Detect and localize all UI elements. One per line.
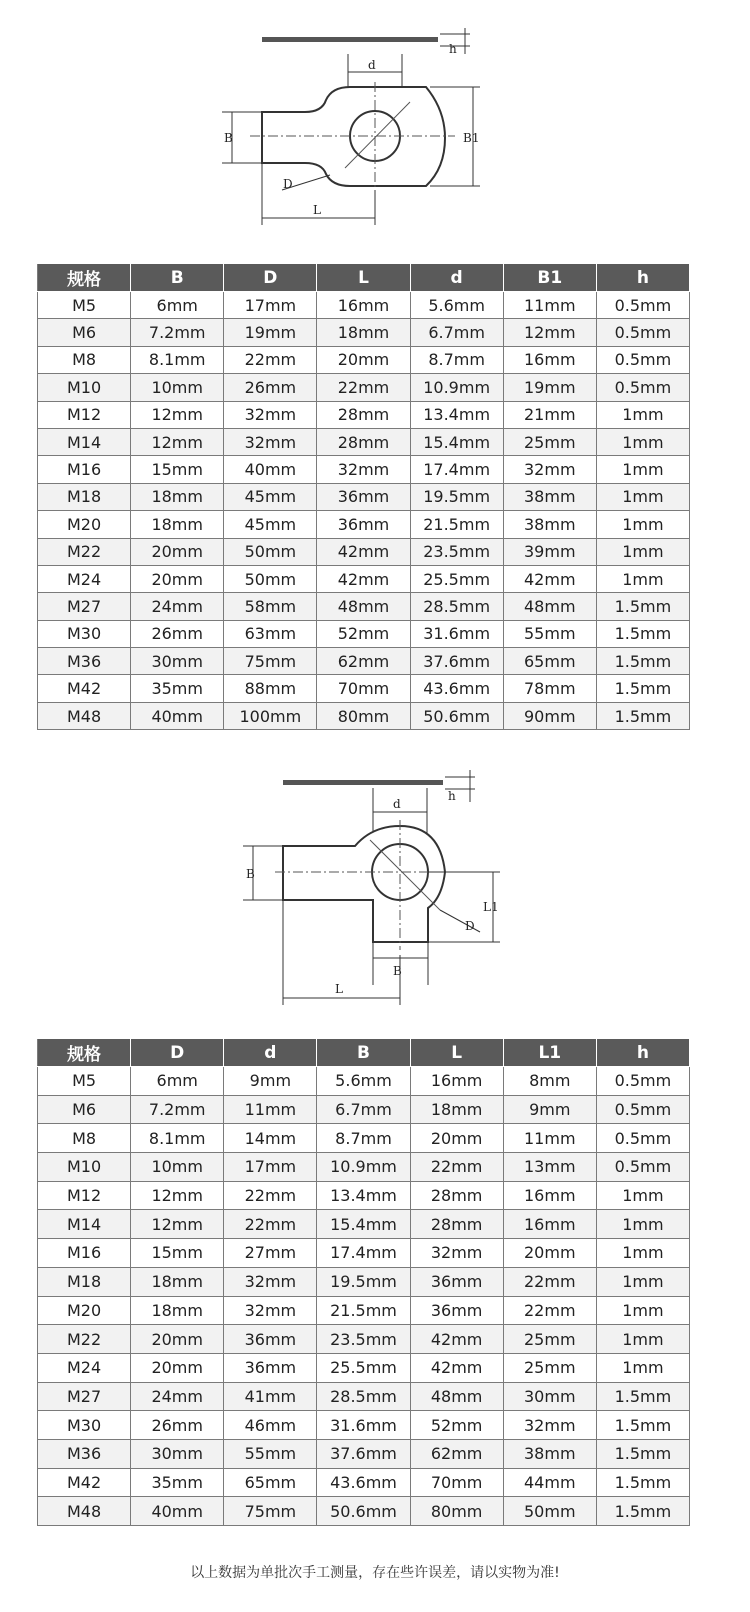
label-h: h <box>448 789 456 803</box>
value-cell: 55mm <box>503 620 596 647</box>
value-cell: 23.5mm <box>410 538 503 565</box>
spec-table-double-tab <box>37 1038 690 1526</box>
value-cell: 50.6mm <box>317 1497 410 1526</box>
value-cell: 17.4mm <box>410 456 503 483</box>
spec-cell: M36 <box>38 648 131 675</box>
value-cell: 55mm <box>224 1439 317 1468</box>
value-cell: 24mm <box>131 1382 224 1411</box>
header-cell: h <box>596 1039 689 1067</box>
value-cell: 0.5mm <box>596 1067 689 1096</box>
value-cell: 62mm <box>317 648 410 675</box>
value-cell: 43.6mm <box>317 1468 410 1497</box>
spec-cell: M14 <box>38 1210 131 1239</box>
table-row <box>38 511 690 538</box>
header-cell: d <box>224 1039 317 1067</box>
washer-drawing-1 <box>0 20 750 240</box>
table-row <box>38 1095 690 1124</box>
value-cell: 10mm <box>131 1153 224 1182</box>
table-row <box>38 702 690 729</box>
table-row <box>38 1267 690 1296</box>
table-row <box>38 319 690 346</box>
spec-cell: M27 <box>38 593 131 620</box>
table-row <box>38 401 690 428</box>
value-cell: 41mm <box>224 1382 317 1411</box>
value-cell: 52mm <box>317 620 410 647</box>
value-cell: 30mm <box>131 648 224 675</box>
value-cell: 1.5mm <box>596 675 689 702</box>
value-cell: 15mm <box>131 1239 224 1268</box>
value-cell: 1.5mm <box>596 1468 689 1497</box>
value-cell: 9mm <box>224 1067 317 1096</box>
spec-cell: M6 <box>38 1095 131 1124</box>
value-cell: 6mm <box>131 292 224 319</box>
table-row <box>38 648 690 675</box>
value-cell: 12mm <box>503 319 596 346</box>
value-cell: 10.9mm <box>410 374 503 401</box>
value-cell: 62mm <box>410 1439 503 1468</box>
value-cell: 58mm <box>224 593 317 620</box>
header-cell: h <box>596 264 689 292</box>
value-cell: 1.5mm <box>596 1497 689 1526</box>
table-row <box>38 1067 690 1096</box>
table-row <box>38 1181 690 1210</box>
value-cell: 52mm <box>410 1411 503 1440</box>
value-cell: 8mm <box>503 1067 596 1096</box>
table-row <box>38 1325 690 1354</box>
footer-note: 以上数据为单批次手工测量，存在些许误差，请以实物为准! <box>190 1565 560 1581</box>
label-D: D <box>283 177 293 191</box>
value-cell: 10mm <box>131 374 224 401</box>
value-cell: 28.5mm <box>317 1382 410 1411</box>
spec-cell: M27 <box>38 1382 131 1411</box>
value-cell: 0.5mm <box>596 1095 689 1124</box>
value-cell: 10.9mm <box>317 1153 410 1182</box>
value-cell: 12mm <box>131 401 224 428</box>
spec-cell: M8 <box>38 346 131 373</box>
spec-cell: M14 <box>38 428 131 455</box>
spec-cell: M8 <box>38 1124 131 1153</box>
table-row <box>38 1411 690 1440</box>
value-cell: 42mm <box>503 565 596 592</box>
value-cell: 26mm <box>131 620 224 647</box>
value-cell: 0.5mm <box>596 1124 689 1153</box>
value-cell: 13.4mm <box>317 1181 410 1210</box>
value-cell: 22mm <box>224 1210 317 1239</box>
table-row <box>38 456 690 483</box>
header-cell: 规格 <box>38 1039 131 1067</box>
value-cell: 28mm <box>317 401 410 428</box>
value-cell: 6mm <box>131 1067 224 1096</box>
value-cell: 19mm <box>503 374 596 401</box>
value-cell: 32mm <box>503 456 596 483</box>
value-cell: 36mm <box>410 1267 503 1296</box>
value-cell: 12mm <box>131 1181 224 1210</box>
label-B1: B1 <box>463 131 480 145</box>
value-cell: 9mm <box>503 1095 596 1124</box>
table-row <box>38 1153 690 1182</box>
value-cell: 40mm <box>224 456 317 483</box>
spec-cell: M20 <box>38 1296 131 1325</box>
value-cell: 20mm <box>410 1124 503 1153</box>
value-cell: 25.5mm <box>410 565 503 592</box>
table-header-row <box>38 264 690 292</box>
value-cell: 16mm <box>317 292 410 319</box>
spec-cell: M5 <box>38 1067 131 1096</box>
washer-diagram-double-tab <box>0 760 750 1015</box>
value-cell: 1.5mm <box>596 1382 689 1411</box>
label-d: d <box>393 797 401 811</box>
value-cell: 11mm <box>503 292 596 319</box>
table-row <box>38 1439 690 1468</box>
value-cell: 78mm <box>503 675 596 702</box>
value-cell: 15.4mm <box>410 428 503 455</box>
value-cell: 19.5mm <box>317 1267 410 1296</box>
label-d: d <box>368 58 376 72</box>
value-cell: 45mm <box>224 483 317 510</box>
value-cell: 18mm <box>131 1267 224 1296</box>
value-cell: 24mm <box>131 593 224 620</box>
value-cell: 1mm <box>596 1325 689 1354</box>
spec-cell: M12 <box>38 401 131 428</box>
value-cell: 27mm <box>224 1239 317 1268</box>
value-cell: 48mm <box>503 593 596 620</box>
header-cell: 规格 <box>38 264 131 292</box>
value-cell: 15.4mm <box>317 1210 410 1239</box>
value-cell: 48mm <box>410 1382 503 1411</box>
value-cell: 22mm <box>410 1153 503 1182</box>
value-cell: 12mm <box>131 1210 224 1239</box>
value-cell: 21mm <box>503 401 596 428</box>
header-cell: B1 <box>503 264 596 292</box>
table-row <box>38 1468 690 1497</box>
value-cell: 16mm <box>503 1210 596 1239</box>
value-cell: 11mm <box>503 1124 596 1153</box>
profile-strip <box>283 780 443 785</box>
spec-cell: M10 <box>38 374 131 401</box>
value-cell: 18mm <box>131 511 224 538</box>
spec-cell: M36 <box>38 1439 131 1468</box>
table-row <box>38 292 690 319</box>
table-row <box>38 1210 690 1239</box>
value-cell: 42mm <box>410 1325 503 1354</box>
spec-cell: M18 <box>38 483 131 510</box>
value-cell: 35mm <box>131 675 224 702</box>
value-cell: 44mm <box>503 1468 596 1497</box>
value-cell: 22mm <box>224 346 317 373</box>
spec-cell: M22 <box>38 538 131 565</box>
value-cell: 30mm <box>131 1439 224 1468</box>
value-cell: 18mm <box>317 319 410 346</box>
value-cell: 1mm <box>596 1181 689 1210</box>
value-cell: 48mm <box>317 593 410 620</box>
spec-cell: M20 <box>38 511 131 538</box>
value-cell: 50mm <box>224 565 317 592</box>
value-cell: 38mm <box>503 1439 596 1468</box>
spec-cell: M42 <box>38 675 131 702</box>
value-cell: 22mm <box>503 1267 596 1296</box>
value-cell: 1.5mm <box>596 648 689 675</box>
value-cell: 16mm <box>503 1181 596 1210</box>
table-row <box>38 1124 690 1153</box>
value-cell: 38mm <box>503 511 596 538</box>
value-cell: 35mm <box>131 1468 224 1497</box>
value-cell: 1mm <box>596 1239 689 1268</box>
table-row <box>38 1497 690 1526</box>
value-cell: 31.6mm <box>317 1411 410 1440</box>
value-cell: 20mm <box>131 538 224 565</box>
value-cell: 50mm <box>503 1497 596 1526</box>
value-cell: 39mm <box>503 538 596 565</box>
value-cell: 18mm <box>131 483 224 510</box>
value-cell: 26mm <box>224 374 317 401</box>
value-cell: 7.2mm <box>131 319 224 346</box>
value-cell: 8.7mm <box>317 1124 410 1153</box>
value-cell: 46mm <box>224 1411 317 1440</box>
spec-cell: M16 <box>38 1239 131 1268</box>
value-cell: 22mm <box>224 1181 317 1210</box>
value-cell: 17.4mm <box>317 1239 410 1268</box>
value-cell: 1mm <box>596 401 689 428</box>
value-cell: 16mm <box>410 1067 503 1096</box>
value-cell: 37.6mm <box>410 648 503 675</box>
header-cell: L1 <box>503 1039 596 1067</box>
header-cell: d <box>410 264 503 292</box>
value-cell: 65mm <box>503 648 596 675</box>
spec-cell: M12 <box>38 1181 131 1210</box>
spec-cell: M16 <box>38 456 131 483</box>
value-cell: 13mm <box>503 1153 596 1182</box>
value-cell: 1mm <box>596 483 689 510</box>
value-cell: 16mm <box>503 346 596 373</box>
table-row <box>38 428 690 455</box>
value-cell: 8.7mm <box>410 346 503 373</box>
value-cell: 1.5mm <box>596 1439 689 1468</box>
value-cell: 100mm <box>224 702 317 729</box>
value-cell: 32mm <box>503 1411 596 1440</box>
value-cell: 26mm <box>131 1411 224 1440</box>
value-cell: 70mm <box>317 675 410 702</box>
value-cell: 42mm <box>317 538 410 565</box>
value-cell: 8.1mm <box>131 346 224 373</box>
value-cell: 32mm <box>317 456 410 483</box>
table-row <box>38 1353 690 1382</box>
table-row <box>38 538 690 565</box>
spec-cell: M18 <box>38 1267 131 1296</box>
value-cell: 17mm <box>224 292 317 319</box>
value-cell: 6.7mm <box>317 1095 410 1124</box>
value-cell: 1mm <box>596 1210 689 1239</box>
spec-cell: M10 <box>38 1153 131 1182</box>
spec-cell: M48 <box>38 1497 131 1526</box>
value-cell: 80mm <box>317 702 410 729</box>
value-cell: 25mm <box>503 428 596 455</box>
value-cell: 28.5mm <box>410 593 503 620</box>
value-cell: 28mm <box>317 428 410 455</box>
value-cell: 32mm <box>410 1239 503 1268</box>
value-cell: 31.6mm <box>410 620 503 647</box>
value-cell: 1mm <box>596 565 689 592</box>
value-cell: 0.5mm <box>596 319 689 346</box>
value-cell: 20mm <box>131 565 224 592</box>
value-cell: 1mm <box>596 511 689 538</box>
value-cell: 5.6mm <box>410 292 503 319</box>
value-cell: 1mm <box>596 1353 689 1382</box>
value-cell: 43.6mm <box>410 675 503 702</box>
value-cell: 25mm <box>503 1325 596 1354</box>
value-cell: 0.5mm <box>596 374 689 401</box>
table-row <box>38 1296 690 1325</box>
value-cell: 90mm <box>503 702 596 729</box>
label-B-bottom: B <box>393 964 402 978</box>
spec-cell: M30 <box>38 620 131 647</box>
header-cell: D <box>131 1039 224 1067</box>
header-cell: D <box>224 264 317 292</box>
value-cell: 22mm <box>503 1296 596 1325</box>
value-cell: 1mm <box>596 428 689 455</box>
value-cell: 28mm <box>410 1210 503 1239</box>
table-row <box>38 675 690 702</box>
value-cell: 42mm <box>410 1353 503 1382</box>
value-cell: 14mm <box>224 1124 317 1153</box>
spec-cell: M5 <box>38 292 131 319</box>
value-cell: 0.5mm <box>596 292 689 319</box>
value-cell: 20mm <box>503 1239 596 1268</box>
washer-diagram-single-tab <box>0 20 750 240</box>
value-cell: 20mm <box>131 1353 224 1382</box>
value-cell: 19mm <box>224 319 317 346</box>
value-cell: 37.6mm <box>317 1439 410 1468</box>
value-cell: 75mm <box>224 1497 317 1526</box>
value-cell: 32mm <box>224 428 317 455</box>
table-row <box>38 483 690 510</box>
value-cell: 13.4mm <box>410 401 503 428</box>
value-cell: 15mm <box>131 456 224 483</box>
header-cell: B <box>317 1039 410 1067</box>
value-cell: 50.6mm <box>410 702 503 729</box>
label-B: B <box>224 131 233 145</box>
value-cell: 36mm <box>410 1296 503 1325</box>
value-cell: 42mm <box>317 565 410 592</box>
value-cell: 40mm <box>131 702 224 729</box>
value-cell: 36mm <box>224 1353 317 1382</box>
header-cell: B <box>131 264 224 292</box>
table-header-row <box>38 1039 690 1067</box>
spec-cell: M22 <box>38 1325 131 1354</box>
table-row <box>38 1239 690 1268</box>
profile-strip <box>262 37 438 42</box>
table-row <box>38 593 690 620</box>
table-row <box>38 346 690 373</box>
value-cell: 80mm <box>410 1497 503 1526</box>
label-L1: L1 <box>483 900 499 914</box>
value-cell: 5.6mm <box>317 1067 410 1096</box>
value-cell: 36mm <box>317 511 410 538</box>
label-h: h <box>449 42 457 56</box>
value-cell: 0.5mm <box>596 1153 689 1182</box>
value-cell: 25.5mm <box>317 1353 410 1382</box>
value-cell: 1.5mm <box>596 620 689 647</box>
value-cell: 0.5mm <box>596 346 689 373</box>
header-cell: L <box>317 264 410 292</box>
spec-cell: M24 <box>38 565 131 592</box>
value-cell: 12mm <box>131 428 224 455</box>
value-cell: 6.7mm <box>410 319 503 346</box>
value-cell: 17mm <box>224 1153 317 1182</box>
spec-cell: M6 <box>38 319 131 346</box>
label-L: L <box>313 203 321 217</box>
label-L: L <box>335 982 343 996</box>
value-cell: 65mm <box>224 1468 317 1497</box>
value-cell: 63mm <box>224 620 317 647</box>
label-D: D <box>465 919 475 933</box>
value-cell: 28mm <box>410 1181 503 1210</box>
value-cell: 36mm <box>224 1325 317 1354</box>
value-cell: 19.5mm <box>410 483 503 510</box>
value-cell: 8.1mm <box>131 1124 224 1153</box>
spec-cell: M24 <box>38 1353 131 1382</box>
value-cell: 18mm <box>131 1296 224 1325</box>
value-cell: 1mm <box>596 1296 689 1325</box>
value-cell: 32mm <box>224 1296 317 1325</box>
value-cell: 88mm <box>224 675 317 702</box>
table-body <box>38 292 690 730</box>
spec-cell: M30 <box>38 1411 131 1440</box>
washer-drawing-2 <box>0 760 750 1015</box>
value-cell: 36mm <box>317 483 410 510</box>
value-cell: 75mm <box>224 648 317 675</box>
value-cell: 1mm <box>596 456 689 483</box>
value-cell: 70mm <box>410 1468 503 1497</box>
table-row <box>38 620 690 647</box>
value-cell: 45mm <box>224 511 317 538</box>
spec-table-single-tab <box>37 263 690 730</box>
value-cell: 25mm <box>503 1353 596 1382</box>
spec-cell: M42 <box>38 1468 131 1497</box>
value-cell: 38mm <box>503 483 596 510</box>
value-cell: 1.5mm <box>596 702 689 729</box>
table-row <box>38 565 690 592</box>
value-cell: 40mm <box>131 1497 224 1526</box>
table-body <box>38 1067 690 1526</box>
value-cell: 18mm <box>410 1095 503 1124</box>
value-cell: 32mm <box>224 1267 317 1296</box>
header-cell: L <box>410 1039 503 1067</box>
value-cell: 30mm <box>503 1382 596 1411</box>
spec-cell: M48 <box>38 702 131 729</box>
value-cell: 1.5mm <box>596 593 689 620</box>
value-cell: 21.5mm <box>317 1296 410 1325</box>
value-cell: 50mm <box>224 538 317 565</box>
value-cell: 21.5mm <box>410 511 503 538</box>
value-cell: 32mm <box>224 401 317 428</box>
value-cell: 11mm <box>224 1095 317 1124</box>
value-cell: 20mm <box>131 1325 224 1354</box>
value-cell: 7.2mm <box>131 1095 224 1124</box>
value-cell: 1mm <box>596 1267 689 1296</box>
table-row <box>38 374 690 401</box>
value-cell: 1.5mm <box>596 1411 689 1440</box>
value-cell: 23.5mm <box>317 1325 410 1354</box>
value-cell: 20mm <box>317 346 410 373</box>
label-B-left: B <box>246 867 255 881</box>
value-cell: 1mm <box>596 538 689 565</box>
value-cell: 22mm <box>317 374 410 401</box>
table-row <box>38 1382 690 1411</box>
